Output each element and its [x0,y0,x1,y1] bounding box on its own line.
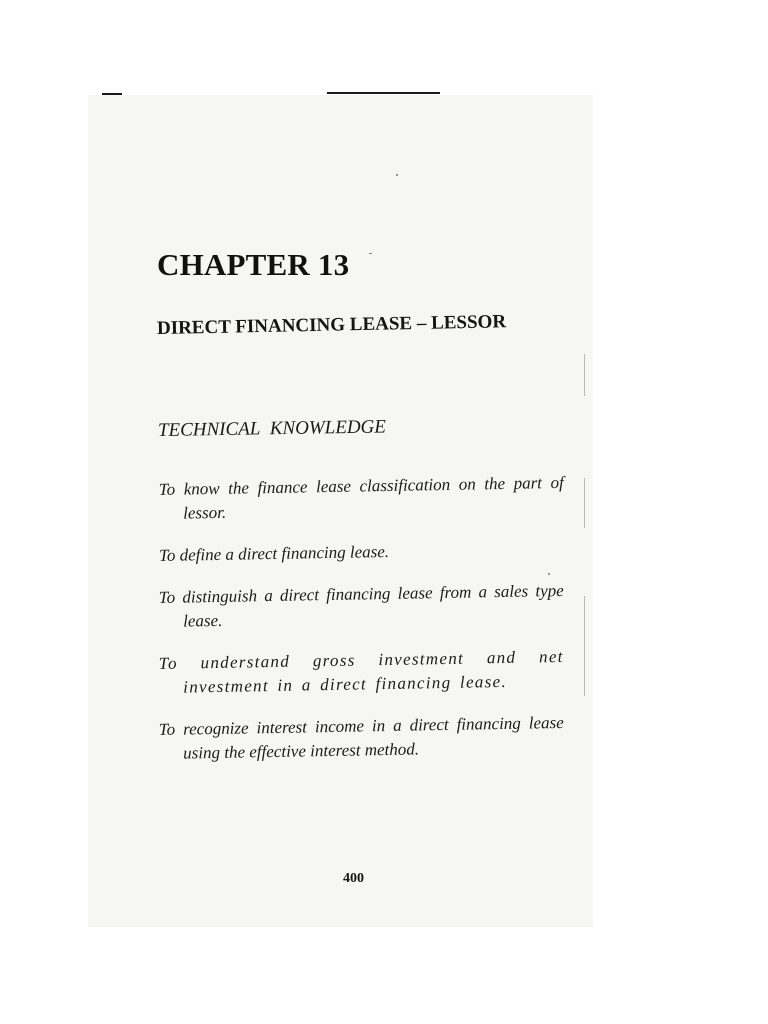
section-heading: TECHNICAL KNOWLEDGE [157,416,387,441]
scan-speck [369,253,372,254]
objective-item: To recognize interest income in a direct financing lease using the effective interest method. [158,712,564,763]
chapter-subtitle: DIRECT FINANCING LEASE – LESSOR [156,311,507,339]
scan-edge-mark [584,354,585,396]
scan-edge-mark [584,596,585,696]
objective-item: To distinguish a direct financing lease from a sales type lease. [158,580,564,631]
page-number: 400 [343,871,364,886]
chapter-title: CHAPTER 13 [157,247,350,282]
objective-item: To understand gross investment and net investment in a direct financing lease. [158,646,564,697]
objective-item: To define a direct financing lease. [158,541,390,565]
objectives-list [158,472,564,784]
objective-item: To know the finance lease classification on the part of lessor. [158,472,564,523]
scan-edge-mark [584,478,585,528]
top-rule-right [327,92,440,94]
top-rule-left [102,93,122,95]
scan-speck [396,174,398,176]
